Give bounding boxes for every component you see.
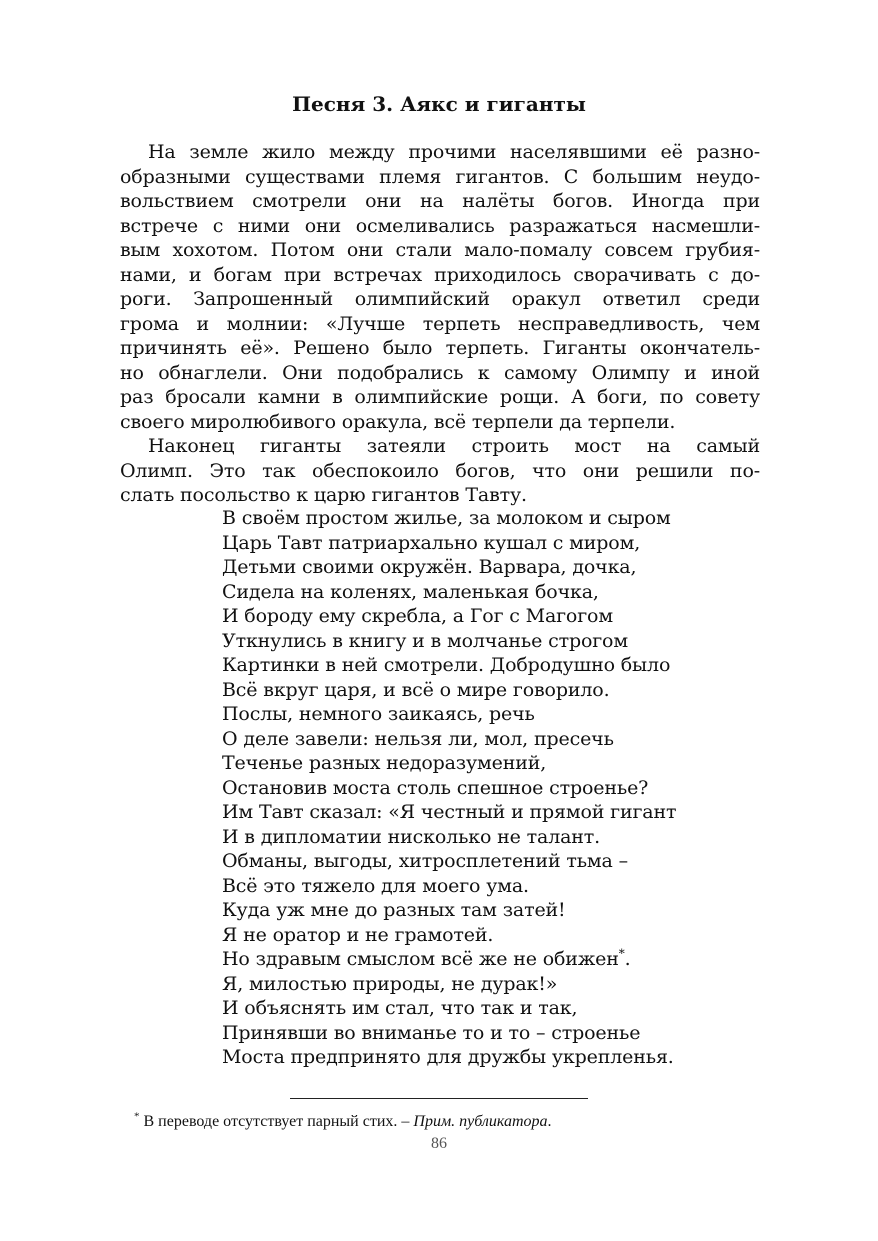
verse-line: Принявши во вниманье то и то – строенье	[222, 1021, 641, 1044]
prose-line: но обнаглели. Они подобрались к самому Олимпу и иной	[120, 361, 760, 384]
verse-line: Всё это тяжело для моего ума.	[222, 874, 529, 897]
verse-line: Послы, немного заикаясь, речь	[222, 703, 535, 725]
prose-line: причинять её». Решено было терпеть. Гиганты окончатель-	[120, 337, 760, 359]
verse-line: Обманы, выгоды, хитросплетений тьма –	[222, 850, 628, 872]
verse-line-end: .	[624, 948, 631, 970]
verse-line: Детьми своими окружён. Варвара, дочка,	[222, 556, 637, 578]
verse-line: Я не оратор и не грамотей.	[222, 923, 494, 946]
prose-line: вым хохотом. Потом они стали мало-помалу совсем грубия-	[120, 239, 760, 261]
verse-line: Им Тавт сказал: «Я честный и прямой гигант	[222, 801, 677, 823]
verse-line: Остановив моста столь спешное строенье?	[222, 776, 649, 799]
verse-line: Уткнулись в книгу и в молчанье строгом	[222, 629, 628, 652]
verse-line: Куда уж мне до разных там затей!	[222, 899, 566, 921]
footnote-reference[interactable]: *	[618, 946, 625, 961]
verse-block	[222, 506, 742, 1070]
prose-line: образными существами племя гигантов. С большим неудо-	[120, 165, 760, 188]
verse-line: Я, милостью природы, не дурак!»	[222, 972, 558, 995]
prose-body	[120, 140, 760, 508]
chapter-title: Песня 3. Аякс и гиганты	[292, 92, 586, 116]
verse-line-text: Но здравым смыслом всё же не обижен	[222, 948, 619, 970]
prose-line: роги. Запрошенный олимпийский оракул ответил среди	[120, 288, 760, 310]
prose-line: грома и молнии: «Лучше терпеть несправедливость, чем	[120, 312, 760, 335]
prose-line: встрече с ними они осмеливались разражаться насмешли-	[120, 214, 760, 237]
verse-line: Теченье разных недоразумений,	[222, 752, 547, 774]
prose-line: На земле жило между прочими населявшими её разно-	[148, 141, 760, 163]
prose-line: вольствием смотрели они на налёты богов. Иногда при	[120, 190, 760, 212]
footnote	[134, 1112, 552, 1132]
verse-line: О деле завели: нельзя ли, мол, пресечь	[222, 727, 614, 750]
verse-line: И бороду ему скребла, а Гог с Магогом	[222, 605, 613, 627]
prose-line: своего миролюбивого оракула, всё терпели да терпели.	[120, 410, 676, 433]
verse-line: В своём простом жилье, за молоком и сыром	[222, 507, 671, 529]
verse-line-footnoted	[222, 947, 742, 972]
prose-line: Олимп. Это так обеспокоило богов, что они решили по-	[120, 459, 760, 482]
prose-line: Наконец гиганты затеяли строить мост на самый	[148, 435, 760, 457]
footnote-text: В переводе отсутствует парный стих. –	[139, 1113, 414, 1130]
prose-line: нами, и богам при встречах приходилось сворачивать с до-	[120, 263, 760, 286]
footnote-end: .	[547, 1113, 552, 1130]
prose-line: слать посольство к царю гигантов Тавту.	[120, 484, 527, 506]
verse-line: Сидела на коленях, маленькая бочка,	[222, 580, 599, 603]
footnote-divider	[290, 1098, 588, 1099]
verse-line: Всё вкруг царя, и всё о мире говорило.	[222, 678, 610, 701]
verse-line: И в дипломатии нисколько не талант.	[222, 825, 601, 848]
paragraph-2	[120, 434, 760, 508]
verse-line: Картинки в ней смотрели. Добродушно было	[222, 654, 671, 676]
footnote-marker: *	[134, 1110, 140, 1123]
verse-line: Моста предпринято для дружбы укрепленья.	[222, 1046, 674, 1068]
paragraph-1	[120, 140, 760, 434]
page-number: 86	[431, 1135, 447, 1152]
prose-line: раз бросали камни в олимпийские рощи. А боги, по совету	[120, 386, 760, 408]
verse-line: И объяснять им стал, что так и так,	[222, 997, 578, 1019]
verse-line: Царь Тавт патриархально кушал с миром,	[222, 531, 641, 554]
footnote-attribution: Прим. публикатора	[413, 1113, 548, 1130]
